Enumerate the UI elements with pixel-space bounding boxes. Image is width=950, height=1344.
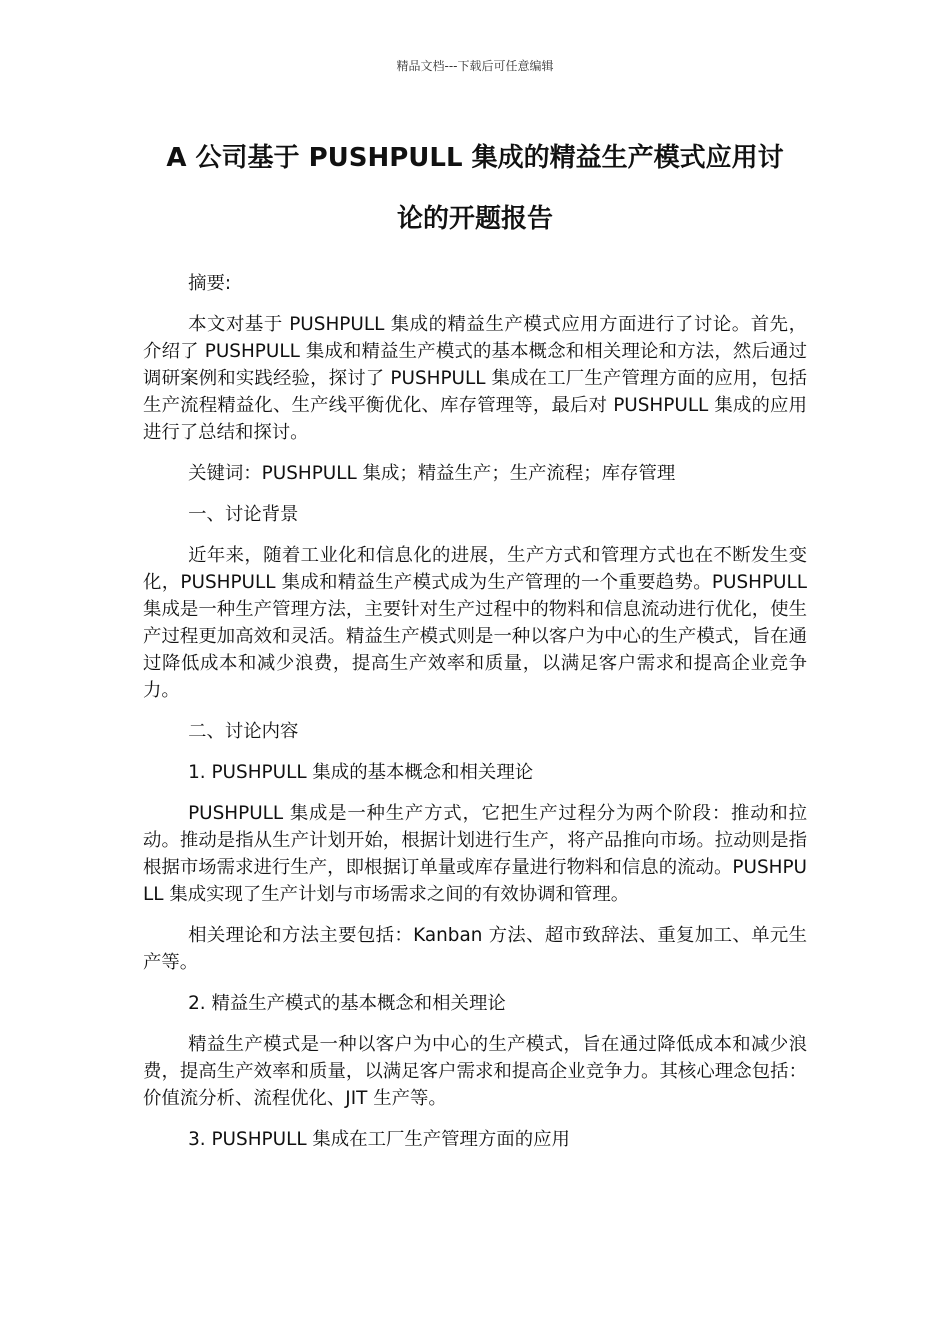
title-line-1: A 公司基于 PUSHPULL 集成的精益生产模式应用讨 bbox=[166, 143, 784, 173]
methods-paragraph: 相关理论和方法主要包括：Kanban 方法、超市致辞法、重复加工、单元生产等。 bbox=[143, 925, 807, 973]
abstract-label: 摘要: bbox=[188, 273, 232, 294]
document-title bbox=[140, 128, 810, 250]
document-body bbox=[143, 270, 807, 1167]
background-paragraph: 近年来，随着工业化和信息化的进展，生产方式和管理方式也在不断发生变化，PUSHPULL 集成和精益生产模式成为生产管理的一个重要趋势。PUSHPULL 集成是一种生产管理方法，主要针对生产过程中的物料和信息流动进行优化，使生产过程更加高效和灵活。精益生产模式则是一种以客户为中心的生产模式，旨在通过降低成本和减少浪费，提高生产效率和质量，以满足客户需求和提高企业竞争力。 bbox=[143, 545, 807, 701]
subheading-pushpull: 1. PUSHPULL 集成的基本概念和相关理论 bbox=[188, 762, 534, 783]
page-header: 精品文档---下载后可任意编辑 bbox=[396, 59, 554, 73]
pushpull-paragraph: PUSHPULL 集成是一种生产方式，它把生产过程分为两个阶段：推动和拉动。推动是指从生产计划开始，根据计划进行生产，将产品推向市场。拉动则是指根据市场需求进行生产，即根据订单量或库存量进行物料和信息的流动。PUSHPULL 集成实现了生产计划与市场需求之间的有效协调和管理。 bbox=[143, 803, 807, 905]
section-heading-background: 一、讨论背景 bbox=[188, 504, 299, 525]
subheading-application: 3. PUSHPULL 集成在工厂生产管理方面的应用 bbox=[188, 1129, 570, 1150]
abstract-paragraph: 本文对基于 PUSHPULL 集成的精益生产模式应用方面进行了讨论。首先，介绍了 PUSHPULL 集成和精益生产模式的基本概念和相关理论和方法，然后通过调研案例和实践经验，探讨了 PUSHPULL 集成在工厂生产管理方面的应用，包括生产流程精益化、生产线平衡优化、库存管理等，最后对 PUSHPULL 集成的应用进行了总结和探讨。 bbox=[143, 314, 807, 443]
lean-paragraph: 精益生产模式是一种以客户为中心的生产模式，旨在通过降低成本和减少浪费，提高生产效率和质量，以满足客户需求和提高企业竞争力。其核心理念包括：价值流分析、流程优化、JIT 生产等。 bbox=[143, 1034, 807, 1109]
keywords-paragraph: 关键词：PUSHPULL 集成；精益生产；生产流程；库存管理 bbox=[188, 463, 676, 484]
title-line-2: 论的开题报告 bbox=[396, 204, 553, 234]
subheading-lean: 2. 精益生产模式的基本概念和相关理论 bbox=[188, 993, 506, 1014]
section-heading-content: 二、讨论内容 bbox=[188, 721, 299, 742]
